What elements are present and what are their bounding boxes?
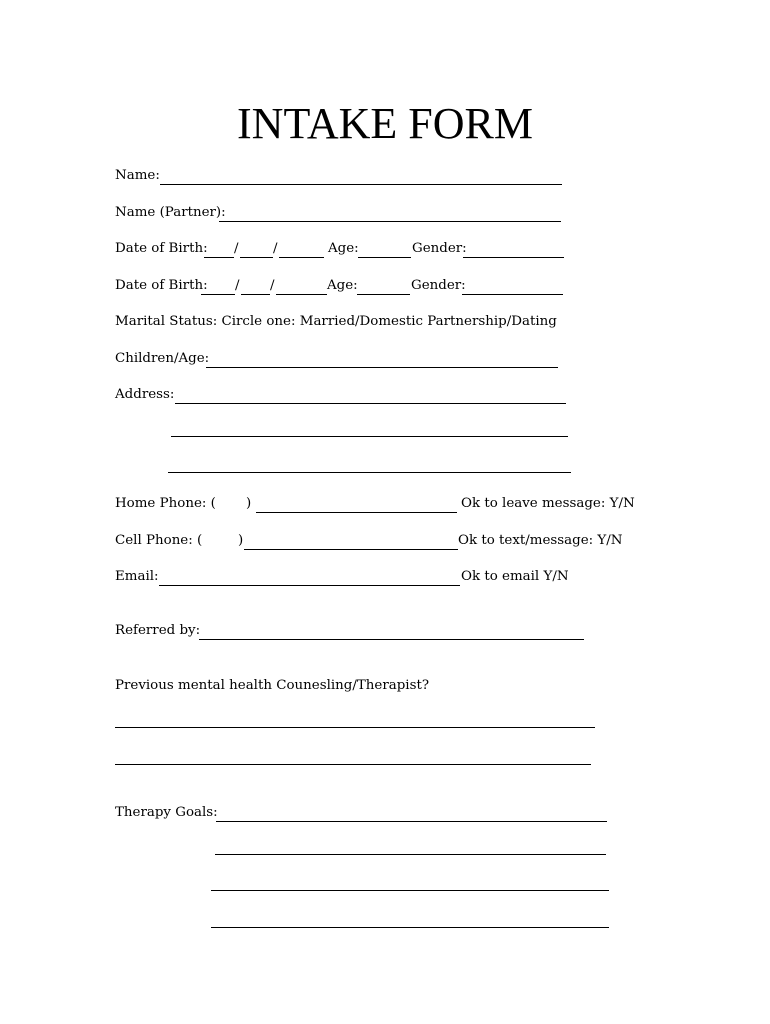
- partner-row: [115, 203, 575, 223]
- therapy-goals-label: Therapy Goals:: [115, 805, 218, 820]
- cell-phone-text-option: Ok to text/message: Y/N: [458, 533, 623, 548]
- email-field[interactable]: [159, 585, 460, 586]
- marital-status-label[interactable]: Marital Status: Circle one: Married/Domestic Partnership/Dating: [115, 314, 557, 329]
- home-phone-area-close: ): [246, 496, 252, 511]
- dob-year-field[interactable]: [276, 294, 327, 295]
- home-phone-field[interactable]: [256, 512, 457, 513]
- dob-day-field[interactable]: [241, 294, 270, 295]
- address-label: Address:: [115, 387, 175, 402]
- previous-counseling-label: Previous mental health Counesling/Therapist?: [115, 678, 429, 693]
- therapy-goals-line-2-field[interactable]: [215, 854, 606, 855]
- cell-phone-label: Cell Phone: (: [115, 533, 203, 548]
- gender-field[interactable]: [462, 294, 563, 295]
- dob-row-1: [115, 239, 575, 259]
- therapy-goals-line-1-field[interactable]: [216, 821, 607, 822]
- children-row: [115, 349, 575, 369]
- home-phone-label: Home Phone: (: [115, 496, 216, 511]
- dob-slash: /: [235, 278, 240, 293]
- referred-by-label: Referred by:: [115, 623, 201, 638]
- cell-phone-row: [115, 531, 645, 551]
- email-row: [115, 567, 585, 587]
- dob-month-field[interactable]: [201, 294, 235, 295]
- previous-counseling-row: [115, 676, 595, 696]
- age-field[interactable]: [357, 294, 410, 295]
- page-title: INTAKE FORM: [237, 99, 533, 148]
- name-row: [115, 166, 575, 186]
- home-phone-message-option: Ok to leave message: Y/N: [461, 496, 635, 511]
- address-row: [115, 385, 575, 405]
- cell-phone-field[interactable]: [244, 549, 458, 550]
- age-label: Age:: [327, 278, 358, 293]
- therapy-goals-row: [115, 803, 615, 823]
- partner-name-field[interactable]: [219, 221, 561, 222]
- previous-counseling-line-1-field[interactable]: [115, 727, 595, 728]
- gender-field[interactable]: [463, 257, 564, 258]
- name-field[interactable]: [160, 184, 562, 185]
- dob-slash: /: [234, 241, 239, 256]
- dob-month-field[interactable]: [204, 257, 234, 258]
- age-field[interactable]: [358, 257, 411, 258]
- referred-row: [115, 621, 595, 641]
- home-phone-row: [115, 494, 645, 514]
- referred-by-field[interactable]: [199, 639, 584, 640]
- dob-row-2: [115, 276, 575, 296]
- marital-status-row: [115, 312, 635, 332]
- address-line-1-field[interactable]: [175, 403, 566, 404]
- email-label: Email:: [115, 569, 159, 584]
- age-label: Age:: [328, 241, 359, 256]
- children-age-field[interactable]: [206, 367, 558, 368]
- address-line-3-field[interactable]: [168, 472, 571, 473]
- dob-day-field[interactable]: [240, 257, 273, 258]
- gender-label: Gender:: [412, 241, 467, 256]
- dob-label: Date of Birth:: [115, 278, 208, 293]
- email-option: Ok to email Y/N: [461, 569, 569, 584]
- cell-phone-area-close: ): [238, 533, 244, 548]
- name-label: Name:: [115, 168, 160, 183]
- gender-label: Gender:: [411, 278, 466, 293]
- dob-year-field[interactable]: [279, 257, 324, 258]
- therapy-goals-line-3-field[interactable]: [211, 890, 609, 891]
- dob-label: Date of Birth:: [115, 241, 208, 256]
- previous-counseling-line-2-field[interactable]: [115, 764, 591, 765]
- dob-slash: /: [273, 241, 278, 256]
- partner-name-label: Name (Partner):: [115, 205, 226, 220]
- address-line-2-field[interactable]: [171, 436, 568, 437]
- therapy-goals-line-4-field[interactable]: [211, 927, 609, 928]
- children-age-label: Children/Age:: [115, 351, 210, 366]
- dob-slash: /: [270, 278, 275, 293]
